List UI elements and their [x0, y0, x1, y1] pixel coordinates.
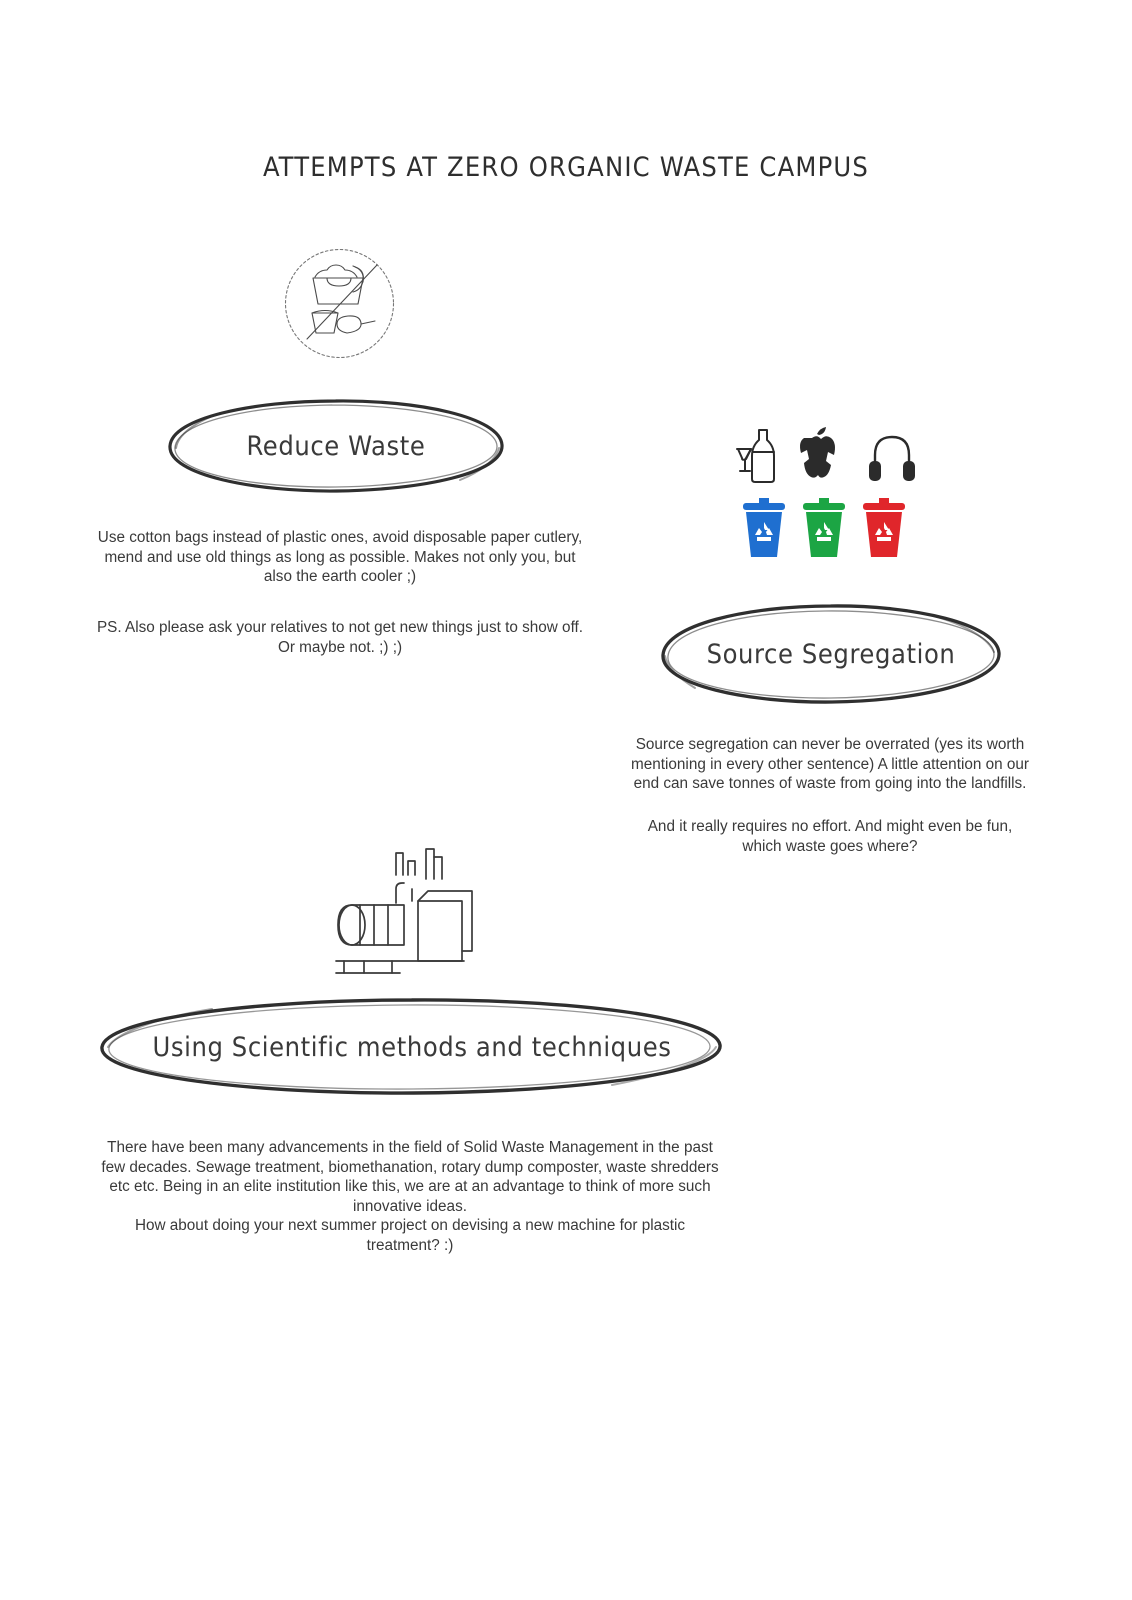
treatment-plant-icon: [330, 845, 480, 985]
source-segregation-paragraph-2: And it really requires no effort. And might even be fun, which waste goes where?: [647, 818, 1013, 855]
heading-label: Reduce Waste: [246, 430, 426, 462]
heading-bubble-scientific-methods: [92, 995, 732, 1099]
apple-core-icon: [800, 427, 835, 478]
reduce-waste-paragraph-2: PS. Also please ask your relatives to not get new things just to show off. Or maybe not. ;) ;): [96, 619, 584, 656]
bottle-and-glass-icon: [737, 430, 774, 482]
headphones-icon: [869, 437, 915, 481]
heading-label: Source Segregation: [706, 638, 956, 670]
page-title: ATTEMPTS AT ZERO ORGANIC WASTE CAMPUS: [262, 152, 870, 183]
e-waste-bin: [863, 498, 905, 557]
no-plastic-bag-icon: [283, 247, 396, 360]
scientific-methods-paragraph-2: How about doing your next summer project on devising a new machine for plastic treatment? :): [134, 1217, 686, 1254]
source-segregation-paragraph-1: Source segregation can never be overrated (yes its worth mentioning in every other sentence) A little attention on our end can save tonnes of waste from going into the landfills.: [631, 736, 1029, 793]
glass-waste-bin: [743, 498, 785, 557]
recycling-bins-icon: [735, 425, 920, 580]
scientific-methods-paragraph-1: There have been many advancements in the field of Solid Waste Management in the past few decades. Sewage treatment, biomethanation, rotary dump composter, waste shredders etc etc. Being in an elite institution like this, we are at an advantage to think of more such innovative ideas.: [101, 1139, 719, 1215]
heading-bubble-source-segregation: [655, 600, 1007, 708]
organic-waste-bin: [803, 498, 845, 557]
reduce-waste-paragraph-1: Use cotton bags instead of plastic ones, avoid disposable paper cutlery, mend and use old things as long as possible. Makes not only you, but also the earth cooler ;): [97, 529, 583, 586]
heading-label: Using Scientific methods and techniques: [152, 1031, 672, 1063]
heading-bubble-reduce-waste: [160, 396, 512, 496]
